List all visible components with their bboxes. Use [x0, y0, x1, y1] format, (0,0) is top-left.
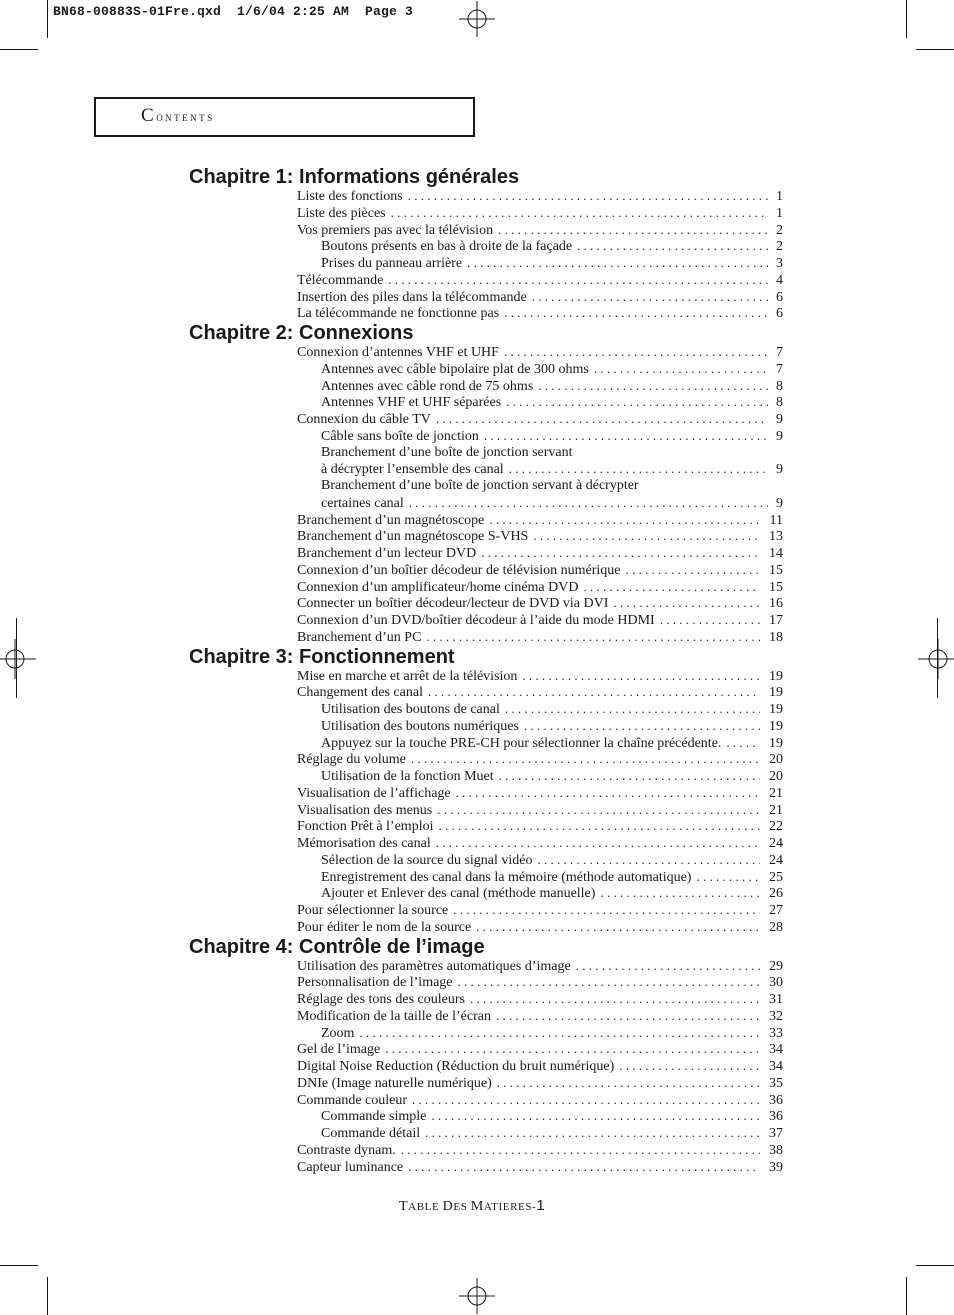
toc-entry-title: Sélection de la source du signal vidéo [321, 852, 533, 868]
dot-leader [476, 919, 760, 936]
chapter-heading: Chapitre 2: Connexions [189, 322, 414, 344]
toc-entry[interactable] [297, 1142, 783, 1159]
dot-leader [489, 512, 760, 529]
dot-leader [408, 188, 768, 205]
dot-leader [426, 629, 760, 646]
dot-leader [470, 991, 760, 1008]
dot-leader [532, 289, 768, 306]
toc-entry-page: 1 [776, 205, 783, 221]
footer-page-number: 1 [536, 1197, 546, 1214]
toc-entry-title: Branchement d’une boîte de jonction servant [321, 444, 573, 460]
toc-entry-page: 31 [769, 992, 783, 1007]
registration-mark-bottom-icon [459, 1278, 495, 1314]
registration-mark-top-icon [459, 1, 495, 37]
toc-entry-page: 26 [769, 886, 783, 902]
toc-entry[interactable] [321, 768, 783, 785]
toc-entry-page: 19 [769, 702, 783, 717]
toc-entry-page: 4 [776, 272, 783, 288]
toc-entry-page: 19 [769, 685, 783, 701]
toc-entry-page: 34 [769, 1042, 783, 1058]
dot-leader [600, 885, 760, 902]
footer-label: TABLE DES MATIERES- [399, 1199, 537, 1214]
toc-entry[interactable] [297, 1092, 783, 1109]
dot-leader [481, 545, 760, 562]
toc-entry-title: Pour sélectionner la source [297, 903, 449, 918]
toc-entry[interactable] [321, 869, 783, 886]
toc-entry[interactable] [297, 305, 783, 322]
toc-entry[interactable] [297, 545, 783, 562]
toc-entry-page: 32 [769, 1008, 783, 1024]
dot-leader [456, 785, 760, 802]
toc-entry[interactable] [321, 495, 783, 512]
toc-entry[interactable] [321, 461, 783, 478]
toc-entry-page: 1 [776, 189, 783, 204]
toc-entry-page: 2 [776, 239, 783, 255]
toc-entry-page: 8 [776, 378, 783, 394]
dot-leader [533, 528, 760, 545]
toc-entry[interactable] [297, 802, 783, 819]
toc-entry-page: 22 [769, 819, 783, 835]
toc-entry-title: Utilisation des boutons numériques [321, 718, 519, 734]
toc-entry-title: Câble sans boîte de jonction [321, 428, 479, 444]
toc-entry-title: Vos premiers pas avec la télévision [297, 222, 494, 238]
toc-entry-title: Antennes avec câble rond de 75 ohms [321, 378, 534, 394]
dot-leader [437, 802, 760, 819]
toc-entry-page: 9 [776, 462, 783, 478]
toc-entry-title: Connexion d’un boîtier décodeur de télévision numérique [297, 562, 621, 578]
dot-leader [696, 869, 760, 886]
toc-entry[interactable] [297, 528, 783, 545]
toc-entry-title: Mise en marche et arrêt de la télévision [297, 668, 518, 684]
dot-leader [411, 751, 760, 768]
toc-entry[interactable] [297, 595, 783, 612]
toc-entry[interactable] [297, 751, 783, 768]
toc-entry-page: 6 [776, 289, 783, 305]
toc-entry-title: Connexion d’un DVD/boîtier décodeur à l’aide du mode HDMI [297, 613, 655, 628]
dot-leader [504, 305, 768, 322]
dot-leader [438, 818, 760, 835]
dot-leader [484, 428, 768, 445]
toc-entry[interactable] [297, 668, 783, 685]
dot-leader [436, 835, 760, 852]
toc-entry-page: 15 [769, 562, 783, 578]
toc-entry[interactable] [321, 255, 783, 272]
toc-entry[interactable] [297, 612, 783, 629]
dot-leader [425, 1125, 760, 1142]
toc-entry[interactable] [297, 272, 783, 289]
dot-leader [613, 595, 760, 612]
toc-entry-title: Branchement d’un PC [297, 629, 422, 645]
toc-entry-title: Commande détail [321, 1126, 421, 1141]
toc-entry-page: 33 [769, 1025, 783, 1041]
toc-entry-title: Appuyez sur la touche PRE-CH pour sélectionner la chaîne précédente. [321, 735, 722, 751]
toc-entry-page: 18 [769, 629, 783, 645]
toc-entry-title: Connexion du câble TV [297, 412, 431, 427]
chapter-heading: Chapitre 1: Informations générales [189, 166, 520, 188]
toc-entry-page: 7 [776, 345, 783, 360]
toc-entry-title: Insertion des piles dans la télécommande [297, 289, 527, 305]
toc-entry-title: Visualisation de l’affichage [297, 785, 451, 801]
toc-entry-page: 24 [769, 852, 783, 868]
toc-entry-title: Commande simple [321, 1109, 427, 1125]
dot-leader [409, 495, 768, 512]
toc-entry[interactable] [297, 1075, 783, 1092]
toc-entry-title: Zoom [321, 1025, 355, 1041]
dot-leader [467, 255, 768, 272]
toc-entry[interactable] [297, 579, 783, 596]
dot-leader [509, 461, 768, 478]
dot-leader [504, 344, 768, 361]
crop-mark-top-left-v [47, 0, 48, 38]
toc-entry[interactable] [321, 428, 783, 445]
toc-entry[interactable] [297, 1041, 783, 1058]
toc-entry-page: 38 [769, 1142, 783, 1158]
toc-entry-page: 34 [769, 1059, 783, 1074]
crop-mark-bottom-left-v [47, 1277, 48, 1315]
toc-entry[interactable] [297, 818, 783, 835]
toc-entry-title: Utilisation de la fonction Muet [321, 769, 494, 784]
toc-entry[interactable] [321, 238, 783, 255]
toc-entry-page: 7 [776, 361, 783, 377]
toc-entry-title: Connexion d’un amplificateur/home cinéma DVD [297, 579, 579, 595]
toc-entry[interactable] [321, 718, 783, 735]
dot-leader [436, 411, 768, 428]
toc-entry[interactable] [321, 701, 783, 718]
toc-entry-page: 19 [769, 668, 783, 684]
dot-leader [538, 852, 761, 869]
toc-entry-title: Connecter un boîtier décodeur/lecteur de DVD via DVI [297, 596, 609, 612]
crop-mark-bottom-right-h [916, 1265, 954, 1266]
dot-leader [458, 974, 760, 991]
toc-entry-page: 11 [769, 512, 783, 528]
toc-entry-title: Enregistrement des canal dans la mémoire (méthode automatique) [321, 869, 692, 885]
toc-entry-title: Fonction Prêt à l’emploi [297, 819, 434, 835]
crop-mark-top-left-h [0, 49, 38, 50]
dot-leader [505, 701, 760, 718]
toc-entry[interactable] [321, 885, 783, 902]
dot-leader [619, 1058, 760, 1075]
toc-entry-title: à décrypter l’ensemble des canal [321, 462, 504, 478]
toc-entry-page: 21 [769, 802, 783, 818]
toc-entry-page: 8 [776, 395, 783, 411]
toc-entry[interactable] [297, 835, 783, 852]
toc-entry-page: 37 [769, 1126, 783, 1141]
dot-leader [583, 579, 760, 596]
dot-leader [499, 768, 760, 785]
toc-entry-page: 3 [776, 256, 783, 271]
toc-entry-title: Liste des fonctions [297, 189, 403, 204]
toc-entry-title: Connexion d’antennes VHF et UHF [297, 345, 499, 360]
toc-entry-title: Ajouter et Enlever des canal (méthode manuelle) [321, 886, 596, 902]
dot-leader [453, 902, 760, 919]
toc-entry[interactable] [297, 188, 783, 205]
toc-entry-title: Utilisation des boutons de canal [321, 702, 500, 717]
toc-entry-page: 13 [769, 529, 783, 545]
toc-entry[interactable] [297, 1008, 783, 1025]
dot-leader [594, 361, 768, 378]
toc-entry-title: Digital Noise Reduction (Réduction du bruit numérique) [297, 1059, 615, 1074]
dot-leader [506, 394, 768, 411]
dot-leader [522, 668, 760, 685]
toc-entry-page: 20 [769, 752, 783, 768]
page-footer [399, 1197, 545, 1215]
dot-leader [428, 684, 760, 701]
toc-entry-page: 15 [769, 579, 783, 595]
crop-mark-bottom-left-h [0, 1265, 38, 1266]
toc-entry-title: Branchement d’un lecteur DVD [297, 546, 477, 561]
toc-entry-page: 17 [769, 613, 783, 628]
toc-entry[interactable] [297, 785, 783, 802]
toc-entry-page: 25 [769, 869, 783, 885]
toc-entry-page: 19 [769, 718, 783, 734]
toc-entry[interactable] [321, 361, 783, 378]
toc-entry[interactable] [297, 562, 783, 579]
toc-entry-page: 14 [769, 546, 783, 561]
toc-entry-page: 27 [769, 903, 783, 918]
toc-entry[interactable] [321, 378, 783, 395]
toc-entry[interactable] [297, 344, 783, 361]
dot-leader [577, 238, 768, 255]
toc-entry-page: 6 [776, 306, 783, 322]
toc-entry-title: Capteur luminance [297, 1159, 404, 1175]
toc-entry-title: Antennes avec câble bipolaire plat de 300 ohms [321, 361, 589, 377]
dot-leader [385, 1041, 760, 1058]
toc-entry-title: Personnalisation de l’image [297, 975, 453, 991]
toc-entry-title: Pour éditer le nom de la source [297, 919, 472, 935]
toc-entry-title: DNIe (Image naturelle numérique) [297, 1075, 492, 1091]
chapter-heading: Chapitre 3: Fonctionnement [189, 645, 455, 668]
dot-leader [524, 718, 760, 735]
toc-entry-page: 9 [776, 428, 783, 444]
toc-entry-title: Réglage du volume [297, 752, 406, 768]
toc-entry-page: 24 [769, 836, 783, 851]
toc-entry[interactable] [321, 1025, 783, 1042]
toc-entry[interactable] [297, 991, 783, 1008]
crop-mark-top-right-h [916, 49, 954, 50]
contents-title: Contents [141, 105, 215, 126]
crop-mark-top-right-v [906, 0, 907, 38]
toc-entry[interactable] [297, 958, 783, 975]
dot-leader [391, 205, 768, 222]
toc-entry[interactable] [321, 478, 783, 495]
toc-entry-title: Réglage des tons des couleurs [297, 992, 465, 1007]
dot-leader [359, 1025, 760, 1042]
toc-entry-page: 2 [776, 222, 783, 238]
toc-entry[interactable] [321, 394, 783, 411]
toc-entry-page: 21 [769, 785, 783, 801]
toc-entry[interactable] [297, 974, 783, 991]
toc-entry-page: 28 [769, 919, 783, 935]
toc-entry[interactable] [297, 205, 783, 222]
toc-entry-title: Contraste dynam. [297, 1142, 396, 1158]
toc-entry-page: 29 [769, 958, 783, 974]
dot-leader [726, 735, 760, 752]
dot-leader [498, 222, 768, 239]
toc-entry[interactable] [321, 1125, 783, 1142]
toc-entry[interactable] [297, 919, 783, 936]
toc-entry[interactable] [297, 512, 783, 529]
toc-entry-title: Visualisation des menus [297, 802, 433, 818]
toc-entry-title: Boutons présents en bas à droite de la façade [321, 239, 573, 255]
toc-entry-title: Commande couleur [297, 1092, 408, 1108]
toc-entry-page: 9 [776, 412, 783, 427]
toc-entry[interactable] [297, 629, 783, 646]
toc-entry[interactable] [321, 852, 783, 869]
dot-leader [401, 1142, 760, 1159]
dot-leader [497, 1075, 760, 1092]
toc-entry-title: Branchement d’une boîte de jonction servant à décrypter [321, 478, 639, 493]
dot-leader [625, 562, 760, 579]
toc-entry-page: 19 [769, 735, 783, 751]
toc-entry-title: Mémorisation des canal [297, 836, 431, 851]
dot-leader [538, 378, 768, 395]
table-of-contents [0, 166, 954, 1175]
toc-entry-page: 39 [769, 1159, 783, 1175]
toc-entry-page: 35 [769, 1075, 783, 1091]
toc-entry-title: Prises du panneau arrière [321, 256, 463, 271]
dot-leader [576, 958, 760, 975]
dot-leader [660, 612, 760, 629]
toc-entry[interactable] [297, 222, 783, 239]
toc-entry-page: 16 [769, 596, 783, 612]
dot-leader [408, 1159, 760, 1176]
toc-entry-title: Branchement d’un magnétoscope [297, 512, 485, 528]
toc-entry-title: Gel de l’image [297, 1042, 381, 1058]
toc-entry-page: 20 [769, 769, 783, 784]
toc-entry[interactable] [297, 902, 783, 919]
toc-entry-title: Antennes VHF et UHF séparées [321, 395, 502, 411]
toc-entry-title: Télécommande [297, 272, 384, 288]
toc-entry-title: Changement des canal [297, 685, 423, 701]
toc-entry[interactable] [297, 289, 783, 306]
toc-entry-title: Liste des pièces [297, 205, 386, 221]
toc-entry[interactable] [321, 735, 783, 752]
toc-entry-page: 9 [776, 495, 783, 511]
toc-entry-page: 36 [769, 1109, 783, 1125]
toc-entry[interactable] [321, 445, 783, 462]
printer-slug: BN68-00883S-01Fre.qxd 1/6/04 2:25 AM Page 3 [53, 4, 414, 19]
toc-entry-title: certaines canal [321, 495, 404, 511]
toc-entry-title: Branchement d’un magnétoscope S-VHS [297, 529, 529, 545]
toc-entry[interactable] [297, 684, 783, 701]
toc-entry-page: 36 [769, 1092, 783, 1108]
dot-leader [412, 1092, 760, 1109]
dot-leader [431, 1108, 760, 1125]
toc-entry[interactable] [297, 411, 783, 428]
toc-entry-title: La télécommande ne fonctionne pas [297, 306, 500, 322]
toc-entry[interactable] [297, 1159, 783, 1176]
toc-entry-title: Modification de la taille de l’écran [297, 1008, 491, 1024]
toc-entry-page: 30 [769, 975, 783, 991]
toc-entry[interactable] [321, 1108, 783, 1125]
crop-mark-bottom-right-v [906, 1277, 907, 1315]
toc-entry[interactable] [297, 1058, 783, 1075]
toc-entry-title: Utilisation des paramètres automatiques d’image [297, 958, 571, 974]
dot-leader [496, 1008, 760, 1025]
chapter-heading: Chapitre 4: Contrôle de l’image [189, 935, 485, 958]
dot-leader [388, 272, 768, 289]
